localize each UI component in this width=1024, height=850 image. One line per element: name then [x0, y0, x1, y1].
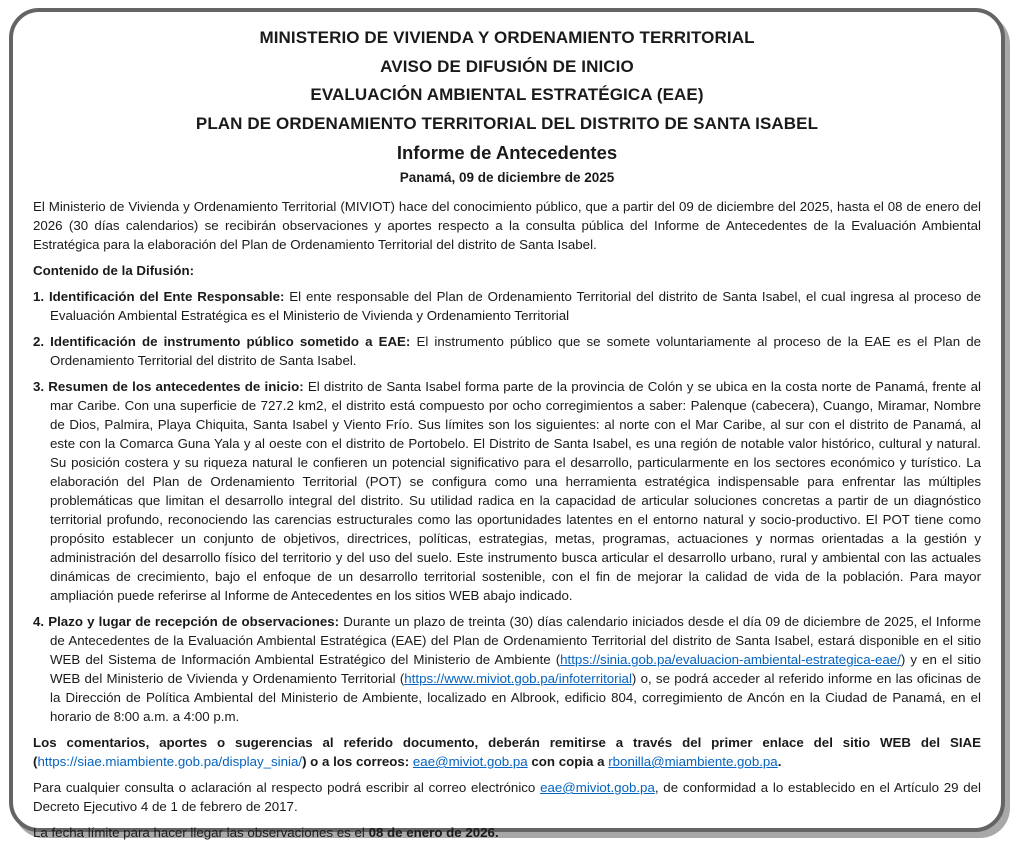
- list-item-4-text-a: Durante un plazo de treinta (30) días calendario iniciados desde el día 09 de diciembre de 2025, el Informe de Antecedentes de la Evaluación Ambiental Estratégica (EAE) del Plan de Ordenamiento Territorial del distrito de Santa Isabel, estará disponible en el sitio WEB del Sistema de Información Ambiental Estratégico del Ministerio de Ambiente (: [50, 614, 981, 667]
- document-title-line-plan: PLAN DE ORDENAMIENTO TERRITORIAL DEL DISTRITO DE SANTA ISABEL: [195, 113, 819, 133]
- list-item-plazo-recepcion: [33, 612, 981, 726]
- list-item-1-text: El ente responsable del Plan de Ordenamiento Territorial del distrito de Santa Isabel, el cual ingresa al proceso de Evaluación Ambiental Estratégica es el Ministerio de Vivienda y Ordenamiento Territorial: [50, 289, 981, 323]
- comments-text-c: con copia a: [527, 754, 609, 769]
- intro-paragraph: El Ministerio de Vivienda y Ordenamiento Territorial (MIVIOT) hace del conocimiento público, que a partir del 09 de diciembre del 2025, hasta el 08 de enero del 2026 (30 días calendarios) se recibirán observaciones y aportes respecto a la consulta pública del Informe de Antecedentes de la Evaluación Ambiental Estratégica para la elaboración del Plan de Ordenamiento Territorial del distrito de Santa Isabel.: [33, 199, 981, 252]
- list-item-2-text: El instrumento público que se somete voluntariamente al proceso de la EAE es el Plan de Ordenamiento Territorial del distrito de Santa Isabel.: [50, 334, 981, 368]
- list-item-1-label: 1. Identificación del Ente Responsable:: [33, 289, 285, 304]
- list-item-3-label: 3. Resumen de los antecedentes de inicio:: [33, 379, 304, 394]
- consulta-text-a: Para cualquier consulta o aclaración al respecto podrá escribir al correo electrónico: [33, 780, 541, 795]
- deadline-paragraph: [33, 823, 981, 842]
- document-title-line-ministry: MINISTERIO DE VIVIENDA Y ORDENAMIENTO TERRITORIAL: [259, 28, 755, 47]
- document-dateline: Panamá, 09 de diciembre de 2025: [399, 170, 615, 185]
- comments-text-d: .: [777, 754, 782, 769]
- deadline-text: La fecha límite para hacer llegar las observaciones es el: [33, 825, 369, 840]
- list-item-4-text-b: ) y en el sitio WEB del Ministerio de Vivienda y Ordenamiento Territorial (: [50, 652, 981, 686]
- list-item-ente-responsable: [33, 287, 981, 325]
- eae-email-link[interactable]: eae@miviot.gob.pa: [412, 754, 528, 769]
- document-subtitle: Informe de Antecedentes: [396, 142, 618, 163]
- rbonilla-email-link[interactable]: rbonilla@miambiente.gob.pa: [608, 754, 778, 769]
- miviot-link[interactable]: https://www.miviot.gob.pa/infoterritorial: [404, 671, 632, 686]
- list-item-resumen-antecedentes: [33, 377, 981, 605]
- consulta-text-b: , de conformidad a lo establecido en el Artículo 29 del Decreto Ejecutivo 4 de 1 de febrero de 2017.: [33, 780, 981, 814]
- list-item-4-text-c: ) o, se podrá acceder al referido informe en las oficinas de la Dirección de Política Ambiental del Ministerio de Ambiente, localizado en Albrook, edificio 804, corregimiento de Ancón en la Ciudad de Panamá, en el horario de 8:00 a.m. a 4:00 p.m.: [50, 671, 981, 724]
- list-item-4-label: 4. Plazo y lugar de recepción de observaciones:: [33, 614, 340, 629]
- eae-email-link-2[interactable]: eae@miviot.gob.pa: [540, 780, 655, 795]
- notice-document: [9, 8, 1005, 840]
- deadline-date: 08 de enero de 2026.: [368, 825, 499, 840]
- comments-paragraph: [33, 733, 981, 771]
- document-title-line-eae: EVALUACIÓN AMBIENTAL ESTRATÉGICA (EAE): [310, 85, 704, 104]
- consulta-paragraph: [33, 778, 981, 816]
- list-item-2-label: 2. Identificación de instrumento público sometido a EAE:: [33, 334, 411, 349]
- comments-text-b: ) o a los correos:: [302, 754, 413, 769]
- siae-link[interactable]: https://siae.miambiente.gob.pa/display_sinia/: [37, 754, 303, 769]
- comments-text-a: Los comentarios, aportes o sugerencias al referido documento, deberán remitirse a través del primer enlace del sitio WEB del SIAE (: [33, 735, 981, 769]
- document-header: [33, 24, 981, 187]
- section-heading: Contenido de la Difusión:: [33, 263, 195, 278]
- list-item-instrumento-publico: [33, 332, 981, 370]
- sinia-link[interactable]: https://sinia.gob.pa/evaluacion-ambiental-estrategica-eae/: [560, 652, 901, 667]
- list-item-3-text: El distrito de Santa Isabel forma parte de la provincia de Colón y se ubica en la costa norte de Panamá, frente al mar Caribe. Con una superficie de 727.2 km2, el distrito está compuesto por ocho corregimientos a saber: Palenque (cabecera), Cuango, Miramar, Nombre de Dios, Palmira, Playa Chiquita, Santa Isabel y Viento Frío. Sus límites son los siguientes: al norte con el Mar Caribe, al sur con el distrito de Panamá, al este con la Comarca Guna Yala y al oeste con el distrito de Portobelo. El Distrito de Santa Isabel, es una región de notable valor histórico, cultural y natural. Su posición costera y su riqueza natural le confieren un potencial significativo para el desarrollo, particularmente en los sectores económico y turístico. La elaboración del Plan de Ordenamiento Territorial (POT) se configura como una herramienta estratégica indispensable para enfrentar las múltiples problemáticas que limitan el desarrollo integral del distrito. Su utilidad radica en la capacidad de articular soluciones concretas a partir de un diagnóstico territorial profundo, reconociendo las carencias estructurales como las oportunidades latentes en el entorno natural y socio-productivo. El POT tiene como propósito establecer un conjunto de objetivos, directrices, políticas, estrategias, metas, programas, actuaciones y normas orientadas a la gestión y administración del desarrollo físico del territorio y del uso del suelo. Este instrumento busca articular el desarrollo urbano, rural y ambiental con las actuales dinámicas de crecimiento, bajo el enfoque de un desarrollo territorial sostenible, con el fin de mejorar la calidad de vida de la población. Para mayor ampliación puede referirse al Informe de Antecedentes en los sitios WEB abajo indicado.: [50, 379, 981, 603]
- document-title-line-aviso: AVISO DE DIFUSIÓN DE INICIO: [380, 56, 634, 76]
